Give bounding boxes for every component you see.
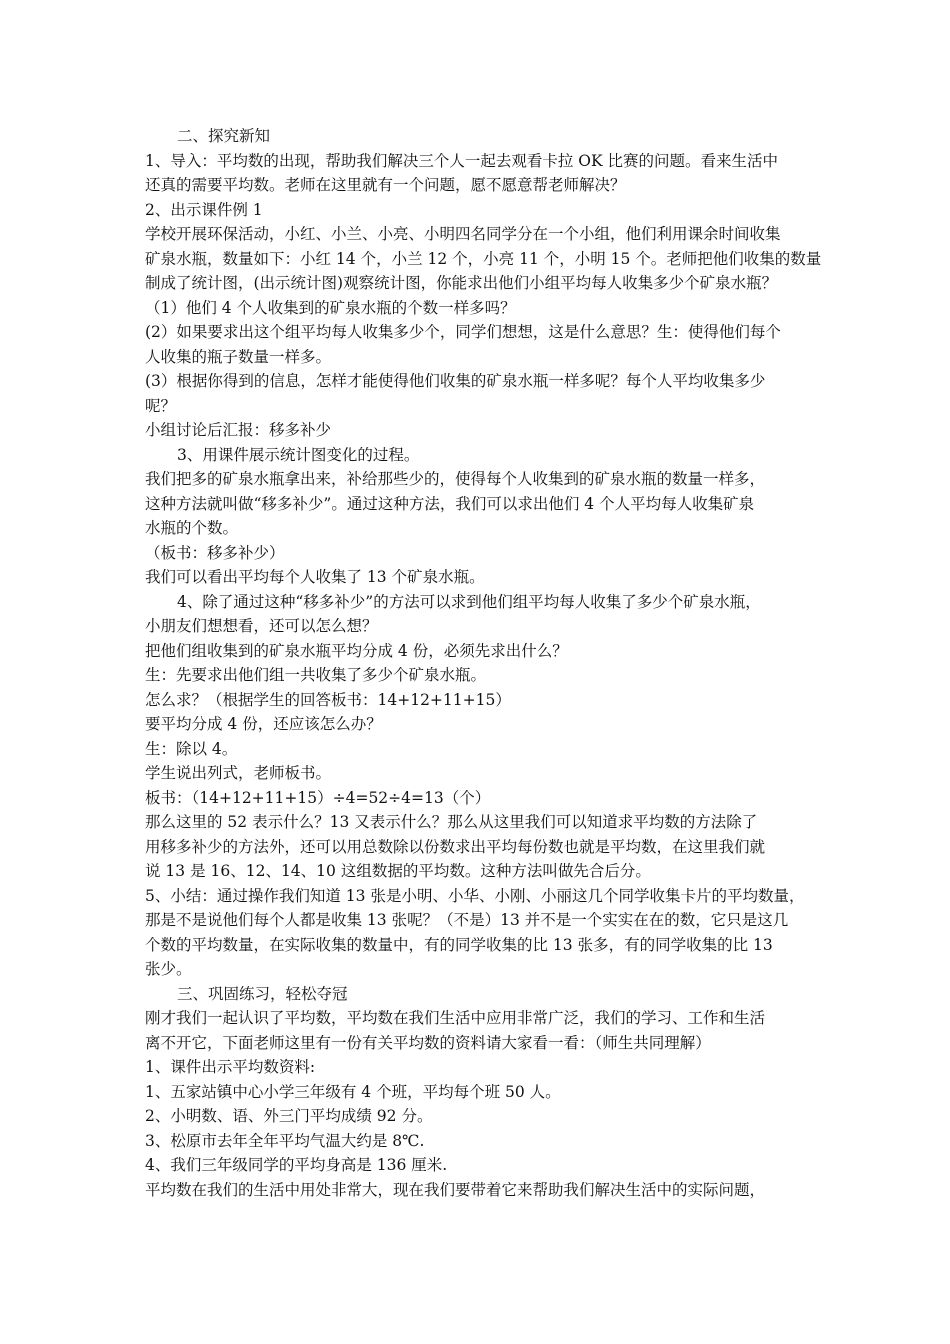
text-line: 水瓶的个数。 xyxy=(145,519,239,537)
text-line: 把他们组收集到的矿泉水瓶平均分成 4 份，必须先求出什么？ xyxy=(145,641,568,660)
text-line: 呢？ xyxy=(145,396,177,415)
text-line: （1）他们 4 个人收集到的矿泉水瓶的个数一样多吗？ xyxy=(145,298,516,317)
text-line: 4、我们三年级同学的平均身高是 136 厘米. xyxy=(145,1156,448,1174)
text-line: 我们可以看出平均每个人收集了 13 个矿泉水瓶。 xyxy=(145,568,485,586)
text-line: 制成了统计图，(出示统计图)观察统计图，你能求出他们小组平均每人收集多少个矿泉水瓶？ xyxy=(145,274,778,292)
text-line: 那是不是说他们每个人都是收集 13 张呢？（不是）13 并不是一个实实在在的数，它只是这几 xyxy=(145,911,789,929)
text-line: 还真的需要平均数。老师在这里就有一个问题，愿不愿意帮老师解决？ xyxy=(145,176,626,194)
text-line: 离不开它，下面老师这里有一份有关平均数的资料请大家看一看：（师生共同理解） xyxy=(145,1033,711,1052)
text-line: 刚才我们一起认识了平均数，平均数在我们生活中应用非常广泛，我们的学习、工作和生活 xyxy=(145,1009,766,1027)
text-line: 4、除了通过这种“移多补少”的方法可以求到他们组平均每人收集了多少个矿泉水瓶， xyxy=(177,592,761,611)
text-line: 1、五家站镇中心小学三年级有 4 个班，平均每个班 50 人。 xyxy=(145,1082,561,1101)
text-line: 小朋友们想想看，还可以怎么想？ xyxy=(145,617,378,635)
text-line: 生：除以 4。 xyxy=(145,739,238,758)
text-line: 二、探究新知 xyxy=(177,127,271,145)
text-line: 2、小明数、语、外三门平均成绩 92 分。 xyxy=(145,1107,433,1125)
text-line: 那么这里的 52 表示什么？13 又表示什么？那么从这里我们可以知道求平均数的方法除了 xyxy=(145,813,758,831)
text-line: 人收集的瓶子数量一样多。 xyxy=(145,347,332,366)
text-line: 5、小结：通过操作我们知道 13 张是小明、小华、小刚、小丽这几个同学收集卡片的平均数量， xyxy=(145,886,805,905)
text-line: (3）根据你得到的信息，怎样才能使得他们收集的矿泉水瓶一样多呢？每个人平均收集多少 xyxy=(145,372,766,390)
text-line: 矿泉水瓶，数量如下：小红 14 个，小兰 12 个，小亮 11 个，小明 15 个。老师把他们收集的数量 xyxy=(145,249,822,268)
text-line: 2、出示课件例 1 xyxy=(145,200,263,219)
text-line: 怎么求？（根据学生的回答板书：14+12+11+15） xyxy=(145,690,511,709)
text-line: 学校开展环保活动，小红、小兰、小亮、小明四名同学分在一个小组，他们利用课余时间收集 xyxy=(145,225,781,243)
text-line: 三、巩固练习，轻松夺冠 xyxy=(177,984,348,1003)
text-line: 用移多补少的方法外，还可以用总数除以份数求出平均每份数也就是平均数，在这里我们就 xyxy=(145,837,766,856)
text-line: 1、课件出示平均数资料: xyxy=(145,1058,316,1076)
text-line: 这种方法就叫做“移多补少”。通过这种方法，我们可以求出他们 4 个人平均每人收集矿泉 xyxy=(145,494,755,513)
document-body xyxy=(145,124,825,1202)
text-line: 我们把多的矿泉水瓶拿出来，补给那些少的，使得每个人收集到的矿泉水瓶的数量一样多， xyxy=(145,470,766,488)
text-line: 平均数在我们的生活中用处非常大，现在我们要带着它来帮助我们解决生活中的实际问题， xyxy=(145,1180,766,1199)
text-line: 生：先要求出他们组一共收集了多少个矿泉水瓶。 xyxy=(145,666,487,684)
text-line: 板书：（14+12+11+15）÷4=52÷4=13（个） xyxy=(145,788,491,807)
text-line: 学生说出列式，老师板书。 xyxy=(145,764,332,782)
text-line: 张少。 xyxy=(145,960,192,978)
text-line: 3、松原市去年全年平均气温大约是 8℃. xyxy=(145,1131,425,1150)
text-line: 3、用课件展示统计图变化的过程。 xyxy=(177,445,420,464)
text-line: （板书：移多补少） xyxy=(145,543,285,562)
text-line: 1、导入：平均数的出现，帮助我们解决三个人一起去观看卡拉 OK 比赛的问题。看来生活中 xyxy=(145,151,779,170)
text-line: 个数的平均数量，在实际收集的数量中，有的同学收集的比 13 张多，有的同学收集的比 13 xyxy=(145,935,773,954)
text-line: (2）如果要求出这个组平均每人收集多少个，同学们想想，这是什么意思？生：使得他们每个 xyxy=(145,323,781,341)
text-line: 说 13 是 16、12、14、10 这组数据的平均数。这种方法叫做先合后分。 xyxy=(145,862,651,880)
text-line: 要平均分成 4 份，还应该怎么办？ xyxy=(145,715,382,733)
text-line: 小组讨论后汇报：移多补少 xyxy=(145,421,332,439)
